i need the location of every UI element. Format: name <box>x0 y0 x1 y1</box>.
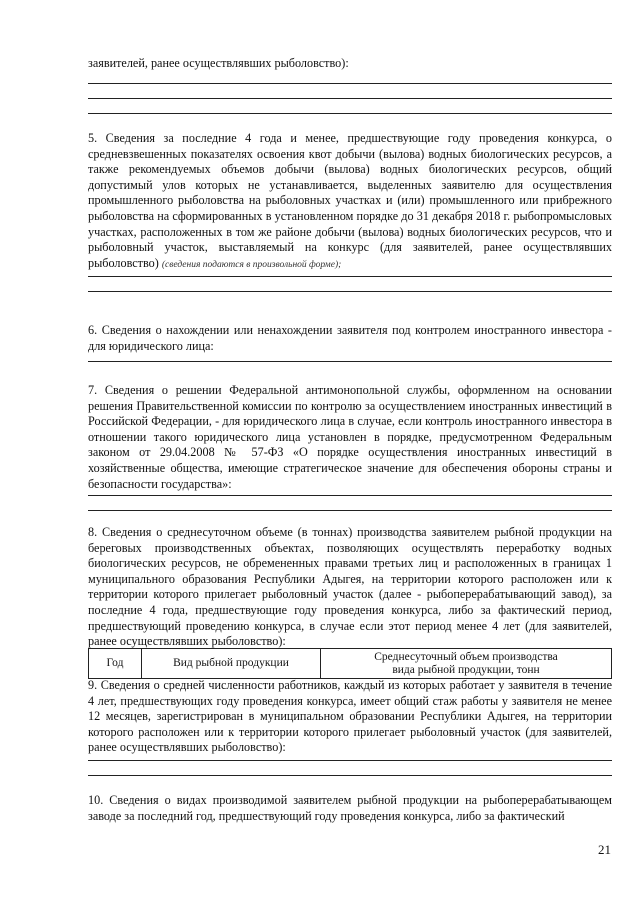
fill-line <box>88 495 612 496</box>
intro-line: заявителей, ранее осуществлявших рыболовство): <box>88 56 349 70</box>
fill-line <box>88 113 612 114</box>
section-10: 10. Сведения о видах производимой заявителем рыбной продукции на рыбоперерабатывающем заводе за последний год, предшествующий году проведения конкурса, либо за фактический <box>88 793 612 823</box>
fill-line <box>88 760 612 761</box>
section-9: 9. Сведения о средней численности работников, каждый из которых работает у заявителя в течение 4 лет, предшествующих году проведения конкурса, имеет общий стаж работы у заявителя не менее 12 месяцев, зарегистрирован в муниципальном образовании Республики Адыгея, на территории которого расположен или к территории которого прилегает рыболовный участок (для заявителей, ранее осуществлявших рыболовство): <box>88 678 612 755</box>
fill-line <box>88 83 612 84</box>
header-daily-volume-line1: Среднесуточный объем производства <box>374 650 558 663</box>
header-year: Год <box>89 649 142 679</box>
fill-line <box>88 361 612 362</box>
fill-line <box>88 510 612 511</box>
fill-line <box>88 98 612 99</box>
section-6: 6. Сведения о нахождении или ненахождении заявителя под контролем иностранного инвестора - для юридического лица: <box>88 323 612 353</box>
fill-line <box>88 276 612 277</box>
section-5-text: 5. Сведения за последние 4 года и менее, предшествующие году проведения конкурса, о средневзвешенных показателях освоения квот добычи (вылова) водных биологических ресурсов, а также рекомендуемых объемов добычи (вылова) водных биологических ресурсов, общий допустимый улов которых не устанавливается, выделенных заявителю для осуществления промышленного рыболовства на рыболовных участках и (или) промышленного или прибрежного рыболовства на сформированных в установленном порядке до 31 декабря 2018 г. рыбопромысловых участках, расположенных в том же районе добычи (вылова) водных биологических ресурсов, что и рыболовный участок, выставляемый на конкурс (для заявителей, ранее осуществлявших рыболовство) <box>88 131 612 270</box>
section-7: 7. Сведения о решении Федеральной антимонопольной службы, оформленном на основании решения Правительственной комиссии по контролю за осуществлением иностранных инвестиций в Российской Федерации, - для юридического лица в случае, если контроль иностранного инвестора в отношении такого юридического лица установлен в порядке, предусмотренном Федеральным законом от 29.04.2008 № 57-ФЗ «О порядке осуществления иностранных инвестиций в хозяйственные общества, имеющие стратегическое значение для обеспечения обороны страны и безопасности государства»: <box>88 383 612 491</box>
fill-line <box>88 775 612 776</box>
section-5 <box>88 131 612 273</box>
section-5-note: (сведения подаются в произвольной форме); <box>161 259 342 270</box>
table-header-row <box>89 649 612 679</box>
header-daily-volume <box>321 649 612 679</box>
page-number: 21 <box>598 842 611 857</box>
header-product-type: Вид рыбной продукции <box>142 649 321 679</box>
fill-line <box>88 291 612 292</box>
section-8: 8. Сведения о среднесуточном объеме (в тоннах) производства заявителем рыбной продукции на береговых производственных объектах, позволяющих осуществлять переработку водных биологических ресурсов, не обремененных правами третьих лиц и расположенных в границах 1 муниципального образования Республики Адыгея, на территории которого расположен или к территории которого прилегает рыболовный участок (далее - рыбоперерабатывающий завод), за последние 4 года, предшествующие году проведения конкурса, либо за фактический период, предшествующий проведению конкурса, в случае если этот период менее 4 лет (для заявителей, ранее осуществлявших рыболовство): <box>88 525 612 649</box>
production-table <box>88 648 612 679</box>
header-daily-volume-line2: вида рыбной продукции, тонн <box>392 663 540 676</box>
